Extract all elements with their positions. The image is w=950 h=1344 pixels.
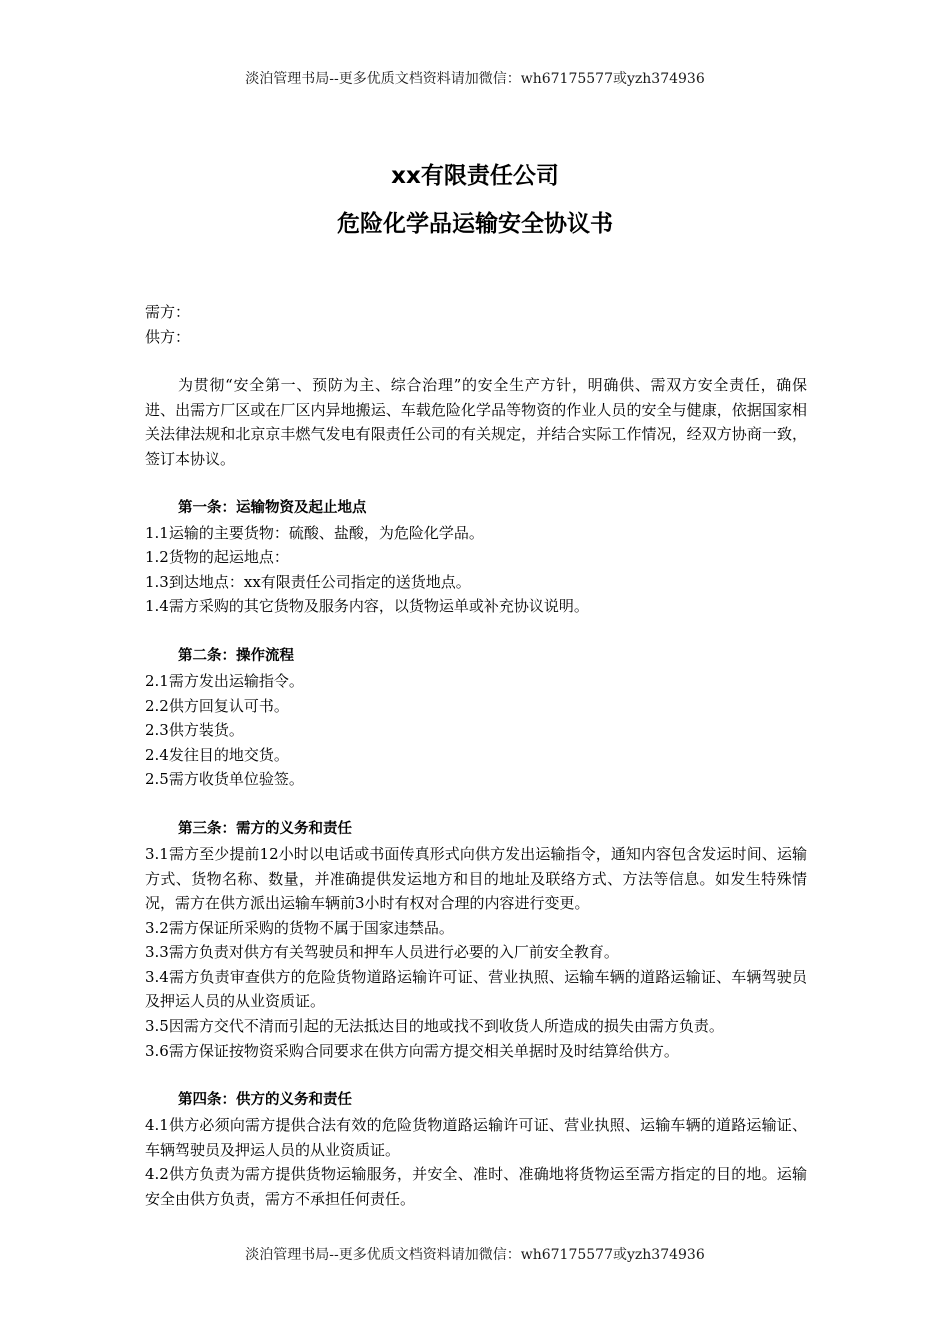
clause: 2.2供方回复认可书。 <box>145 696 289 715</box>
page-header: 淡泊管理书局--更多优质文档资料请加微信：wh67175577或yzh374936 <box>245 71 705 87</box>
section-2 <box>145 644 807 792</box>
clause: 1.2货物的起运地点： <box>145 548 289 567</box>
parties-block <box>145 300 807 349</box>
page-footer: 淡泊管理书局--更多优质文档资料请加微信：wh67175577或yzh374936 <box>245 1247 705 1263</box>
document-title: 危险化学品运输安全协议书 <box>337 211 613 237</box>
section-heading: 第一条：运输物资及起止地点 <box>178 499 367 516</box>
clause: 1.4需方采购的其它货物及服务内容，以货物运单或补充协议说明。 <box>145 597 589 616</box>
title-block <box>0 160 950 240</box>
intro-paragraph: 为贯彻“安全第一、预防为主、综合治理”的安全生产方针，明确供、需双方安全责任，确保进、出需方厂区或在厂区内异地搬运、车载危险化学品等物资的作业人员的安全与健康，依据国家相关法律法规和北京京丰燃气发电有限责任公司的有关规定，并结合实际工作情况，经双方协商一致，签订本协议。 <box>145 376 807 468</box>
clause: 3.2需方保证所采购的货物不属于国家违禁品。 <box>145 918 454 937</box>
clause: 3.3需方负责对供方有关驾驶员和押车人员进行必要的入厂前安全教育。 <box>145 943 619 962</box>
company-title: xx有限责任公司 <box>391 163 559 189</box>
section-heading: 第三条：需方的义务和责任 <box>178 820 352 837</box>
demand-party-label: 需方： <box>145 303 191 321</box>
section-3 <box>145 817 807 1063</box>
clause: 4.2供方负责为需方提供货物运输服务，并安全、准时、准确地将货物运至需方指定的目的地。运输安全由供方负责，需方不承担任何责任。 <box>145 1165 807 1209</box>
clause: 2.4发往目的地交货。 <box>145 745 289 764</box>
clause: 3.4需方负责审查供方的危险货物道路运输许可证、营业执照、运输车辆的道路运输证、车辆驾驶员及押运人员的从业资质证。 <box>145 967 807 1011</box>
clause: 3.6需方保证按物资采购合同要求在供方向需方提交相关单据时及时结算给供方。 <box>145 1041 679 1060</box>
section-heading: 第四条：供方的义务和责任 <box>178 1092 352 1109</box>
section-1 <box>145 496 807 619</box>
clause: 2.5需方收货单位验签。 <box>145 770 304 789</box>
clause: 1.3到达地点：xx有限责任公司指定的送货地点。 <box>145 572 471 591</box>
clause: 4.1供方必须向需方提供合法有效的危险货物道路运输许可证、营业执照、运输车辆的道路运输证、车辆驾驶员及押运人员的从业资质证。 <box>145 1116 807 1159</box>
clause: 2.3供方装货。 <box>145 721 244 740</box>
clause: 1.1运输的主要货物：硫酸、盐酸，为危险化学品。 <box>145 523 484 542</box>
clause: 3.1需方至少提前12小时以电话或书面传真形式向供方发出运输指令，通知内容包含发运时间、运输方式、货物名称、数量，并准确提供发运地方和目的地址及联络方式、方法等信息。如发生特殊情况，需方在供方派出运输车辆前3小时有权对合理的内容进行变更。 <box>145 844 807 913</box>
clause: 2.1需方发出运输指令。 <box>145 671 304 690</box>
supply-party-label: 供方： <box>145 327 191 346</box>
clause: 3.5因需方交代不清而引起的无法抵达目的地或找不到收货人所造成的损失由需方负责。 <box>145 1017 724 1036</box>
section-4 <box>145 1088 807 1211</box>
document-body <box>145 300 807 1237</box>
section-heading: 第二条：操作流程 <box>178 647 294 664</box>
